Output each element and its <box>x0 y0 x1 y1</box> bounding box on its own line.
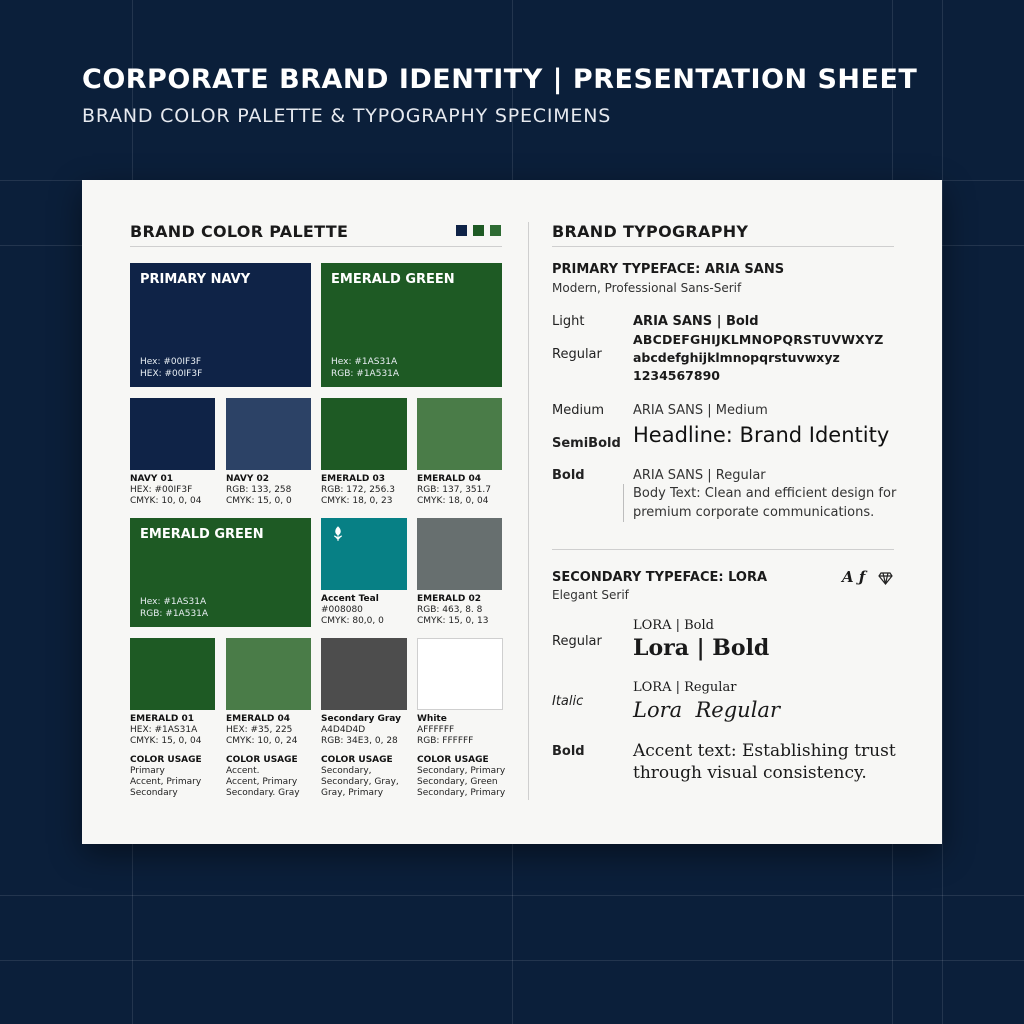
weight-label: Italic <box>552 694 584 709</box>
green-mini-square <box>473 225 484 236</box>
specimen-uppercase: ABCDEFGHIJKLMNOPQRSTUVWXYZ <box>633 332 884 347</box>
swatch-hex: Hex: #00IF3F <box>140 357 202 367</box>
swatch-emerald-03 <box>321 398 407 470</box>
headline-sample: Headline: Brand Identity <box>633 423 890 447</box>
usage-line: Gray, Primary <box>321 788 384 798</box>
navy-mini-square <box>456 225 467 236</box>
swatch-caption <box>226 474 292 507</box>
caption-name: White <box>417 714 447 724</box>
weight-label: Medium <box>552 403 604 418</box>
caption-line: CMYK: 10, 0, 04 <box>130 496 202 506</box>
usage-line: Primary <box>130 766 165 776</box>
caption-line: RGB: 137, 351.7 <box>417 485 491 495</box>
body-sample-line: premium corporate communications. <box>633 505 875 520</box>
caption-line: HEX: #00IF3F <box>130 485 193 495</box>
caption-line: CMYK: 10, 0, 24 <box>226 736 298 746</box>
medium-label: ARIA SANS | Medium <box>633 403 768 418</box>
diamond-icon <box>878 570 893 589</box>
caption-line: HEX: #35, 225 <box>226 725 293 735</box>
swatch-emerald-04 <box>226 638 311 710</box>
lora-italic-sample: Lora Regular <box>633 698 780 722</box>
swatch-navy-01 <box>130 398 215 470</box>
usage-title: COLOR USAGE <box>321 755 393 765</box>
divider <box>552 549 894 550</box>
caption-line: RGB: 133, 258 <box>226 485 292 495</box>
swatch-caption <box>321 474 395 507</box>
weight-label: Light <box>552 314 585 329</box>
usage-line: Secondary, Green <box>417 777 498 787</box>
weight-label: Bold <box>552 468 585 483</box>
caption-line: RGB: FFFFFF <box>417 736 474 746</box>
grid-line <box>942 0 943 1024</box>
color-usage <box>321 755 399 799</box>
typography-title: BRAND TYPOGRAPHY <box>552 222 749 241</box>
caption-line: CMYK: 15, 0, 04 <box>130 736 202 746</box>
leaf-icon <box>331 526 345 546</box>
divider <box>552 246 894 247</box>
caption-line: AFFFFFF <box>417 725 455 735</box>
lora-bold-sample: Lora | Bold <box>633 635 770 661</box>
column-divider <box>528 222 529 800</box>
swatch-name: EMERALD GREEN <box>140 527 264 542</box>
swatch-name: PRIMARY NAVY <box>140 272 251 287</box>
specimen-digits: 1234567890 <box>633 368 720 383</box>
swatch-hex: HEX: #00IF3F <box>140 369 203 379</box>
lora-bold-label: LORA | Bold <box>633 618 714 633</box>
usage-line: Secondary, <box>321 766 372 776</box>
swatch-caption <box>417 594 488 627</box>
accent-text-line: through visual consistency. <box>633 763 867 783</box>
typeface-icons: A ƒ <box>842 568 866 586</box>
specimen-lowercase: abcdefghijklmnopqrstuvwxyz <box>633 350 840 365</box>
swatch-accent-teal <box>321 518 407 590</box>
caption-name: EMERALD 01 <box>130 714 195 724</box>
caption-line: CMYK: 80,0, 0 <box>321 616 384 626</box>
weight-label: Regular <box>552 634 602 649</box>
swatch-caption <box>417 474 491 507</box>
primary-typeface-heading: PRIMARY TYPEFACE: ARIA SANS <box>552 262 785 277</box>
color-usage <box>417 755 505 799</box>
grid-line <box>0 895 1024 896</box>
caption-name: NAVY 02 <box>226 474 270 484</box>
usage-line: Secondary, Primary <box>417 788 506 798</box>
swatch-hex: Hex: #1AS31A <box>140 597 207 607</box>
caption-line: #008080 <box>321 605 363 615</box>
caption-line: CMYK: 15, 0, 0 <box>226 496 292 506</box>
accent-text-line: Accent text: Establishing trust <box>633 741 896 761</box>
swatch-caption <box>130 474 201 507</box>
swatch-caption <box>321 714 401 747</box>
swatch-rgb: RGB: #1A531A <box>331 369 400 379</box>
lora-regular-label: LORA | Regular <box>633 680 737 695</box>
caption-name: Secondary Gray <box>321 714 401 724</box>
swatch-emerald-green <box>130 518 311 627</box>
swatch-name: EMERALD GREEN <box>331 272 455 287</box>
header <box>82 64 917 127</box>
palette-title: BRAND COLOR PALETTE <box>130 222 349 241</box>
caption-name: Accent Teal <box>321 594 379 604</box>
caption-line: RGB: 34E3, 0, 28 <box>321 736 398 746</box>
caption-name: EMERALD 03 <box>321 474 386 484</box>
green-mini-square <box>490 225 501 236</box>
swatch-navy-02 <box>226 398 311 470</box>
regular-label: ARIA SANS | Regular <box>633 468 766 483</box>
swatch-hex: Hex: #1AS31A <box>331 357 398 367</box>
caption-name: EMERALD 04 <box>226 714 291 724</box>
caption-name: EMERALD 04 <box>417 474 482 484</box>
caption-line: RGB: 463, 8. 8 <box>417 605 483 615</box>
caption-name: NAVY 01 <box>130 474 174 484</box>
usage-line: Secondary. Gray <box>226 788 300 798</box>
usage-line: Accent, Primary <box>130 777 202 787</box>
caption-line: A4D4D4D <box>321 725 366 735</box>
swatch-caption <box>417 714 473 747</box>
color-usage <box>226 755 300 799</box>
usage-line: Secondary, Primary <box>417 766 506 776</box>
caption-name: EMERALD 02 <box>417 594 482 604</box>
swatch-emerald-green <box>321 263 502 387</box>
caption-line: RGB: 172, 256.3 <box>321 485 395 495</box>
swatch-secondary-gray <box>321 638 407 710</box>
caption-line: CMYK: 15, 0, 13 <box>417 616 489 626</box>
presentation-sheet <box>82 180 942 844</box>
secondary-typeface-heading: SECONDARY TYPEFACE: LORA <box>552 570 768 585</box>
specimen-title: ARIA SANS | Bold <box>633 314 759 329</box>
caption-line: CMYK: 18, 0, 04 <box>417 496 489 506</box>
usage-line: Accent. <box>226 766 260 776</box>
usage-line: Accent, Primary <box>226 777 298 787</box>
secondary-typeface-desc: Elegant Serif <box>552 588 629 602</box>
weight-label: Bold <box>552 744 585 759</box>
weight-label: SemiBold <box>552 436 621 451</box>
primary-typeface-desc: Modern, Professional Sans-Serif <box>552 281 742 295</box>
caption-line: CMYK: 18, 0, 23 <box>321 496 393 506</box>
grid-line <box>0 960 1024 961</box>
usage-title: COLOR USAGE <box>130 755 202 765</box>
swatch-emerald-04 <box>417 398 502 470</box>
swatch-white <box>417 638 503 710</box>
usage-title: COLOR USAGE <box>226 755 298 765</box>
swatch-caption <box>321 594 384 627</box>
weight-label: Regular <box>552 347 602 362</box>
color-usage <box>130 755 202 799</box>
caption-line: HEX: #1AS31A <box>130 725 198 735</box>
usage-line: Secondary <box>130 788 178 798</box>
swatch-primary-navy <box>130 263 311 387</box>
swatch-caption <box>130 714 201 747</box>
body-accent-rule <box>623 484 624 522</box>
swatch-rgb: RGB: #1A531A <box>140 609 209 619</box>
body-sample-line: Body Text: Clean and efficient design for <box>633 486 897 501</box>
swatch-emerald-01 <box>130 638 215 710</box>
divider <box>130 246 502 247</box>
swatch-caption <box>226 714 297 747</box>
page-title: CORPORATE BRAND IDENTITY | PRESENTATION SHEET <box>82 64 918 95</box>
swatch-emerald-02 <box>417 518 502 590</box>
usage-line: Secondary, Gray, <box>321 777 399 787</box>
usage-title: COLOR USAGE <box>417 755 489 765</box>
page-subtitle: BRAND COLOR PALETTE & TYPOGRAPHY SPECIMENS <box>82 105 612 127</box>
